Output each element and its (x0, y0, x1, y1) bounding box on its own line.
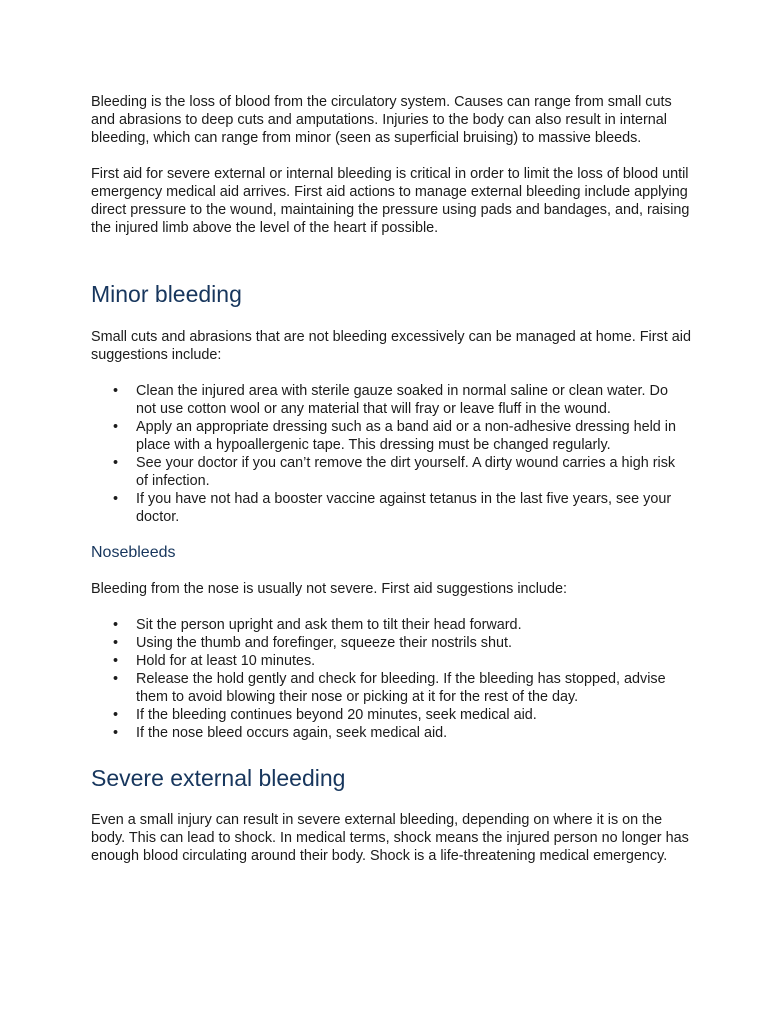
list-item (91, 634, 691, 652)
intro-paragraph-1: Bleeding is the loss of blood from the circulatory system. Causes can range from small cuts and abrasions to deep cuts and amputations. Injuries to the body can also result in internal bleeding, which can range from minor (seen as superficial bruising) to massive bleeds. (91, 94, 672, 146)
nosebleeds-paragraph: Bleeding from the nose is usually not severe. First aid suggestions include: (91, 581, 567, 597)
severe-bleeding-paragraph: Even a small injury can result in severe external bleeding, depending on where it is on the body. This can lead to shock. In medical terms, shock means the injured person no longer has enough blood circulating around their body. Shock is a life-threatening medical emergency. (91, 812, 689, 864)
minor-bleeding-list (91, 382, 691, 526)
list-item-text: Hold for at least 10 minutes. (136, 653, 316, 669)
bullet-icon: • (113, 653, 119, 669)
bullet-icon: • (113, 725, 119, 741)
list-item-text: Using the thumb and forefinger, squeeze their nostrils shut. (136, 635, 512, 651)
bullet-icon: • (113, 383, 119, 399)
list-item (91, 670, 691, 706)
list-item-text: If the nose bleed occurs again, seek medical aid. (136, 725, 448, 741)
list-item-text: Apply an appropriate dressing such as a band aid or a non-adhesive dressing held in place with a hypoallergenic tape. This dressing must be changed regularly. (136, 419, 677, 453)
list-item-text: Sit the person upright and ask them to tilt their head forward. (136, 617, 522, 633)
list-item (91, 706, 691, 724)
bullet-icon: • (113, 491, 119, 507)
list-item (91, 616, 691, 634)
bullet-icon: • (113, 635, 119, 651)
list-item-text: Release the hold gently and check for bleeding. If the bleeding has stopped, advise them to avoid blowing their nose or picking at it for the rest of the day. (136, 671, 666, 705)
list-item (91, 652, 691, 670)
minor-bleeding-paragraph: Small cuts and abrasions that are not bleeding excessively can be managed at home. First aid suggestions include: (91, 329, 691, 363)
list-item (91, 418, 691, 454)
bullet-icon: • (113, 419, 119, 435)
intro-paragraph-2: First aid for severe external or internal bleeding is critical in order to limit the loss of blood until emergency medical aid arrives. First aid actions to manage external bleeding include applying direct pressure to the wound, maintaining the pressure using pads and bandages, and, raising the injured limb above the level of the heart if possible. (91, 166, 690, 236)
list-item (91, 454, 691, 490)
bullet-icon: • (113, 671, 119, 687)
list-item-text: See your doctor if you can’t remove the dirt yourself. A dirty wound carries a high risk of infection. (136, 455, 676, 489)
nosebleeds-heading: Nosebleeds (91, 544, 176, 561)
list-item-text: If you have not had a booster vaccine against tetanus in the last five years, see your doctor. (136, 491, 672, 525)
list-item (91, 724, 691, 742)
severe-bleeding-heading: Severe external bleeding (91, 765, 346, 791)
minor-bleeding-heading: Minor bleeding (91, 281, 242, 307)
list-item (91, 490, 691, 526)
list-item-text: Clean the injured area with sterile gauze soaked in normal saline or clean water. Do not use cotton wool or any material that will fray or leave fluff in the wound. (136, 383, 668, 417)
bullet-icon: • (113, 617, 119, 633)
list-item (91, 382, 691, 418)
bullet-icon: • (113, 707, 119, 723)
document-body (91, 93, 691, 865)
bullet-icon: • (113, 455, 119, 471)
list-item-text: If the bleeding continues beyond 20 minutes, seek medical aid. (136, 707, 537, 723)
nosebleeds-list (91, 616, 691, 742)
